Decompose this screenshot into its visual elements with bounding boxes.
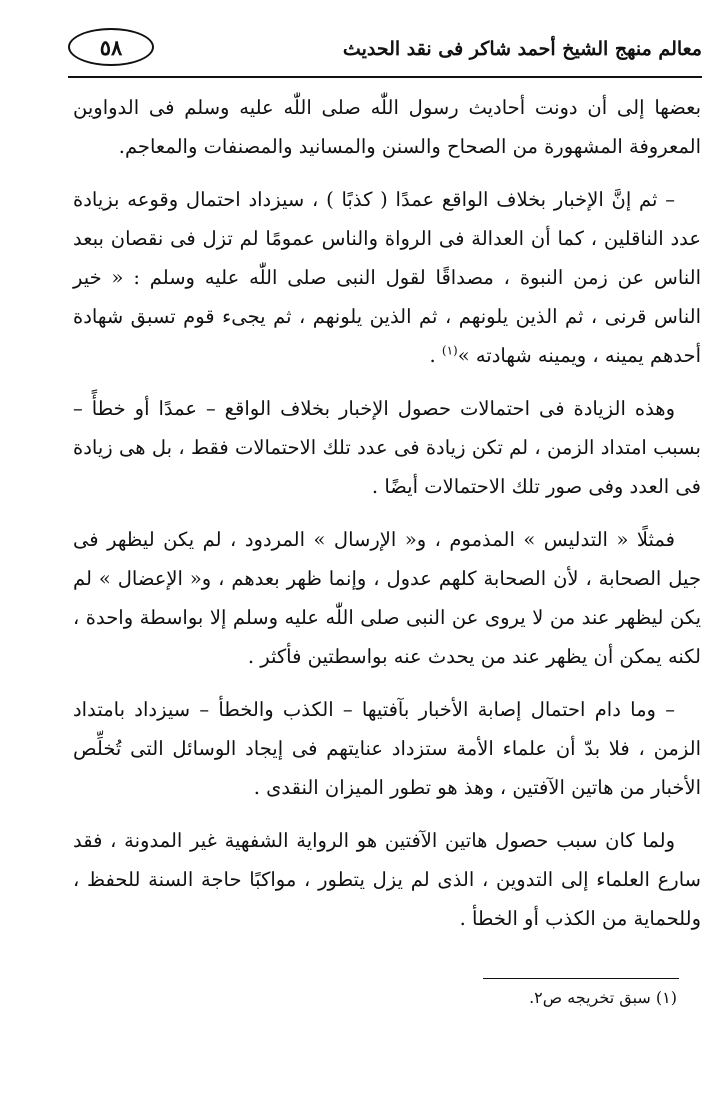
body-text <box>73 88 701 952</box>
footnote: (١) سبق تخريجه ص٢. <box>529 988 677 1007</box>
header-title: معالم منهج الشيخ أحمد شاكر فى نقد الحديث <box>342 38 702 60</box>
header-rule <box>68 76 702 78</box>
running-header <box>68 28 702 72</box>
paragraph-1: بعضها إلى أن دونت أحاديث رسول اللّٰه صلى اللّٰه عليه وسلم فى الدواوين المعروفة المشهورة من الصحاح والسنن والمسانيد والمصنفات والمعاجم. <box>73 96 701 158</box>
paragraph-2 <box>73 180 701 375</box>
paragraph-6: ولما كان سبب حصول هاتين الآفتين هو الرواية الشفهية غير المدونة ، فقد سارع العلماء إلى التدوين ، الذى لم يزل يتطور ، مواكبًا حاجة السنة للحفظ ، وللحماية من الكذب أو الخطأ . <box>73 829 701 930</box>
page-number-oval: ٥٨ <box>68 28 154 66</box>
footnote-marker: (١) <box>441 343 458 358</box>
paragraph-5: – وما دام احتمال إصابة الأخبار بآفتيها – الكذب والخطأ – سيزداد بامتداد الزمن ، فلا بدّ أن علماء الأمة ستزداد عنايتهم فى إيجاد الوسائل التى تُخلِّص الأخبار من هاتين الآفتين ، وهذ هو تطور الميزان النقدى . <box>73 698 701 799</box>
paragraph-3: وهذه الزيادة فى احتمالات حصول الإخبار بخلاف الواقع – عمدًا أو خطأً – بسبب امتداد الزمن ، لم تكن زيادة فى عدد تلك الاحتمالات فقط ، بل هى زيادة فى العدد وفى صور تلك الاحتمالات أيضًا . <box>73 397 701 498</box>
paragraph-2-tail: . <box>429 344 442 367</box>
paragraph-2-text: – ثم إنَّ الإخبار بخلاف الواقع عمدًا ( كذبًا ) ، سيزداد احتمال وقوعه بزيادة عدد الناقلين ، كما أن العدالة فى الرواة والناس عمومًا لم تزل فى نقصان ببعد الناس عن زمن النبوة ، مصداقًا لقول النبى صلى اللّٰه عليه وسلم : « خير الناس قرنى ، ثم الذين يلونهم ، ثم الذين يلونهم ، ثم يجىء قوم تسبق شهادة أحدهم يمينه ، ويمينه شهادته » <box>73 188 701 367</box>
footnote-rule <box>483 978 679 979</box>
paragraph-4: فمثلًا « التدليس » المذموم ، و« الإرسال » المردود ، لم يكن ليظهر فى جيل الصحابة ، لأن الصحابة كلهم عدول ، وإنما ظهر بعدهم ، و« الإعضال » لم يكن ليظهر عند من لا يروى عن النبى صلى اللّٰه عليه وسلم إلا بواسطة واحدة ، لكنه يمكن أن يظهر عند من يحدث عنه بواسطتين فأكثر . <box>73 528 701 668</box>
